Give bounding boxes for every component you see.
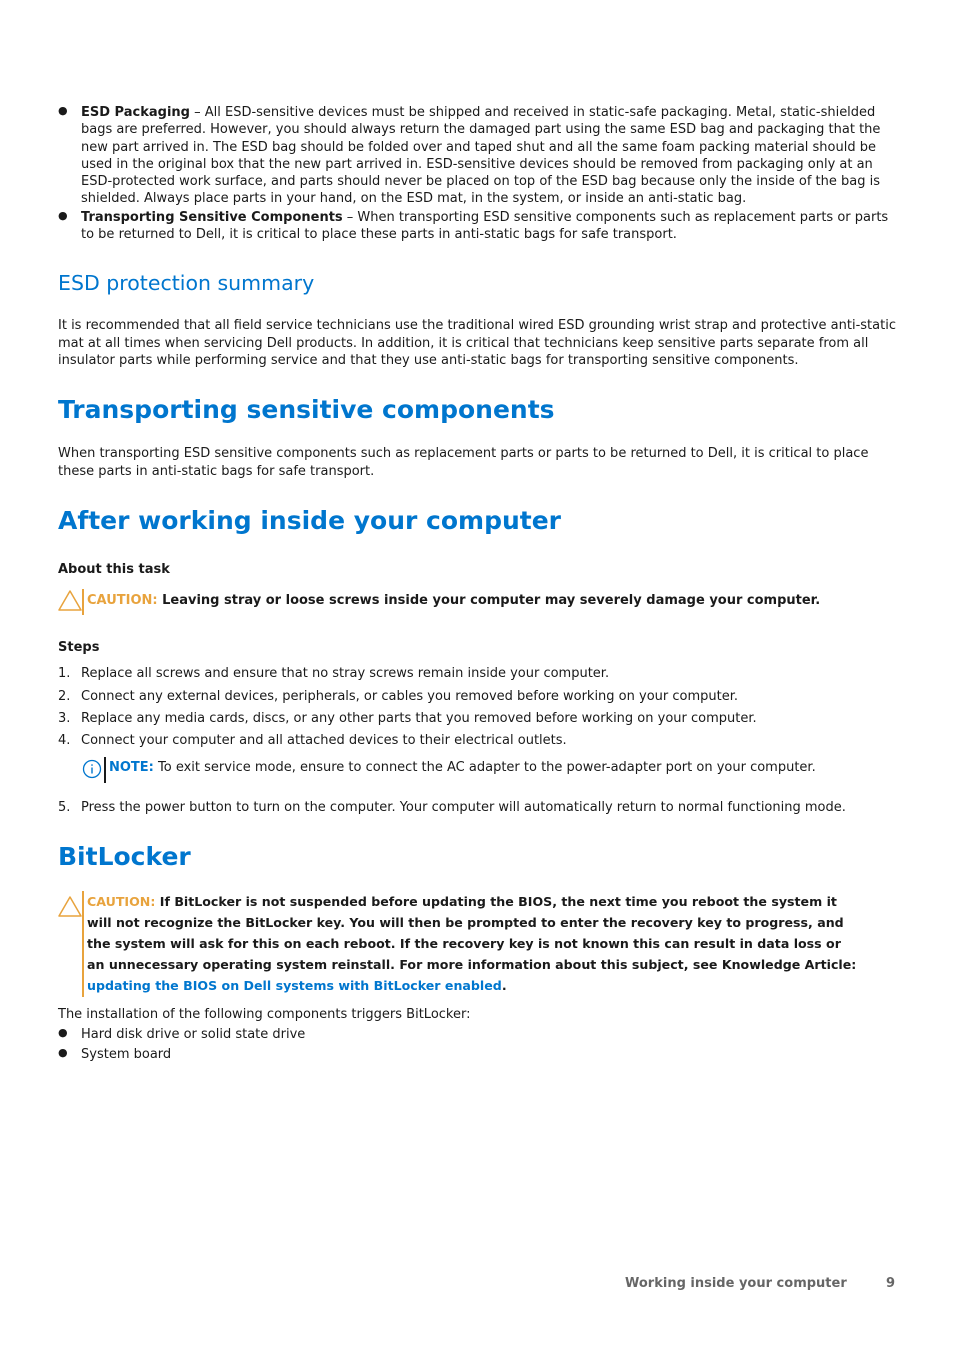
step-number: 4.: [58, 733, 71, 748]
paragraph: When transporting ESD sensitive components such as replacement parts or parts to be returned to Dell, it is critical to place these parts in anti-static bags for safe transport.: [58, 446, 869, 479]
note-callout: [82, 757, 882, 783]
list-item: [58, 688, 898, 705]
page-title: After working inside your computer: [58, 506, 562, 535]
list-item: [58, 209, 898, 244]
list-item: [58, 1026, 898, 1043]
list-item: [58, 732, 898, 749]
subsection-label: Steps: [58, 640, 100, 655]
step-text: Connect any external devices, peripherals, or cables you removed before working on your computer.: [81, 689, 739, 704]
caution-end: .: [501, 978, 507, 993]
bullet-icon: ●: [58, 209, 68, 222]
list-item-text: Hard disk drive or solid state drive: [81, 1027, 306, 1042]
caution-callout: [58, 891, 898, 997]
list-item: [58, 1046, 898, 1063]
paragraph: It is recommended that all field service technicians use the traditional wired ESD grounding wrist strap and protective anti-static mat at all times when servicing Dell products. In addition, it is critical that technicians keep sensitive parts separate from all insulator parts while performing service and that they use anti-static bags for transporting sensitive components.: [58, 318, 896, 368]
step-number: 2.: [58, 689, 71, 704]
note-label: NOTE:: [109, 760, 154, 775]
step-text: Replace any media cards, discs, or any other parts that you removed before working on your computer.: [81, 711, 757, 726]
paragraph: The installation of the following components triggers BitLocker:: [58, 1007, 471, 1022]
list-item: [58, 104, 898, 208]
bullet-title: ESD Packaging: [81, 105, 190, 120]
warning-triangle-icon: [58, 895, 82, 917]
page-number: 9: [886, 1276, 896, 1291]
section-heading: ESD protection summary: [58, 271, 315, 295]
warning-triangle-icon: [58, 589, 82, 611]
list-item: [58, 665, 898, 682]
page-title: Transporting sensitive components: [58, 395, 555, 424]
page-title: BitLocker: [58, 842, 191, 871]
caution-line: an unnecessary operating system reinstall. For more information about this subject, see Knowledge Article:: [87, 957, 857, 972]
info-circle-icon: [82, 759, 102, 779]
caution-bar: [82, 891, 84, 997]
step-text: Connect your computer and all attached devices to their electrical outlets.: [81, 733, 567, 748]
knowledge-article-link[interactable]: updating the BIOS on Dell systems with BitLocker enabled: [87, 978, 502, 993]
subsection-label: About this task: [58, 562, 170, 577]
caution-label: CAUTION:: [87, 894, 156, 909]
caution-label: CAUTION:: [87, 593, 158, 608]
step-text: Press the power button to turn on the computer. Your computer will automatically return to normal functioning mode.: [81, 800, 846, 815]
note-text: To exit service mode, ensure to connect the AC adapter to the power-adapter port on your computer.: [153, 760, 816, 775]
bullet-title: Transporting Sensitive Components: [81, 210, 343, 225]
caution-line: If BitLocker is not suspended before updating the BIOS, the next time you reboot the system it: [155, 894, 837, 909]
caution-text: Leaving stray or loose screws inside your computer may severely damage your computer.: [157, 593, 821, 608]
caution-line: the system will ask for this on each reboot. If the recovery key is not known this can result in data loss or: [87, 936, 841, 951]
bullet-icon: ●: [58, 1046, 68, 1059]
list-item: [58, 799, 898, 816]
step-number: 5.: [58, 800, 71, 815]
step-number: 1.: [58, 666, 71, 681]
step-text: Replace all screws and ensure that no stray screws remain inside your computer.: [81, 666, 610, 681]
list-item: [58, 710, 898, 727]
bullet-text: – When transporting ESD sensitive components such as replacement parts or parts to be returned to Dell, it is critical to place these parts in anti-static bags for safe transport.: [81, 210, 889, 243]
step-number: 3.: [58, 711, 71, 726]
bullet-icon: ●: [58, 104, 68, 117]
list-item-text: System board: [81, 1047, 172, 1062]
caution-callout: [58, 589, 898, 615]
footer-section-title: Working inside your computer: [625, 1276, 847, 1291]
note-bar: [104, 757, 106, 783]
caution-bar: [82, 589, 84, 615]
caution-line: will not recognize the BitLocker key. You will then be prompted to enter the recovery key to progress, and: [87, 915, 844, 930]
bullet-text: – All ESD-sensitive devices must be shipped and received in static-safe packaging. Metal, static-shielded bags are preferred. However, you should always return the damaged part using the same ESD bag and packaging that the new part arrived in. The ESD bag should be folded over and taped shut and all the same foam packing material should be used in the original box that the new part arrived in. ESD-sensitive devices should be removed from packaging only at an ESD-protected work surface, and parts should never be placed on top of the ESD bag because only the inside of the bag is shielded. Always place parts in your hand, on the ESD mat, in the system, or inside an anti-static bag.: [81, 105, 881, 207]
bullet-icon: ●: [58, 1026, 68, 1039]
